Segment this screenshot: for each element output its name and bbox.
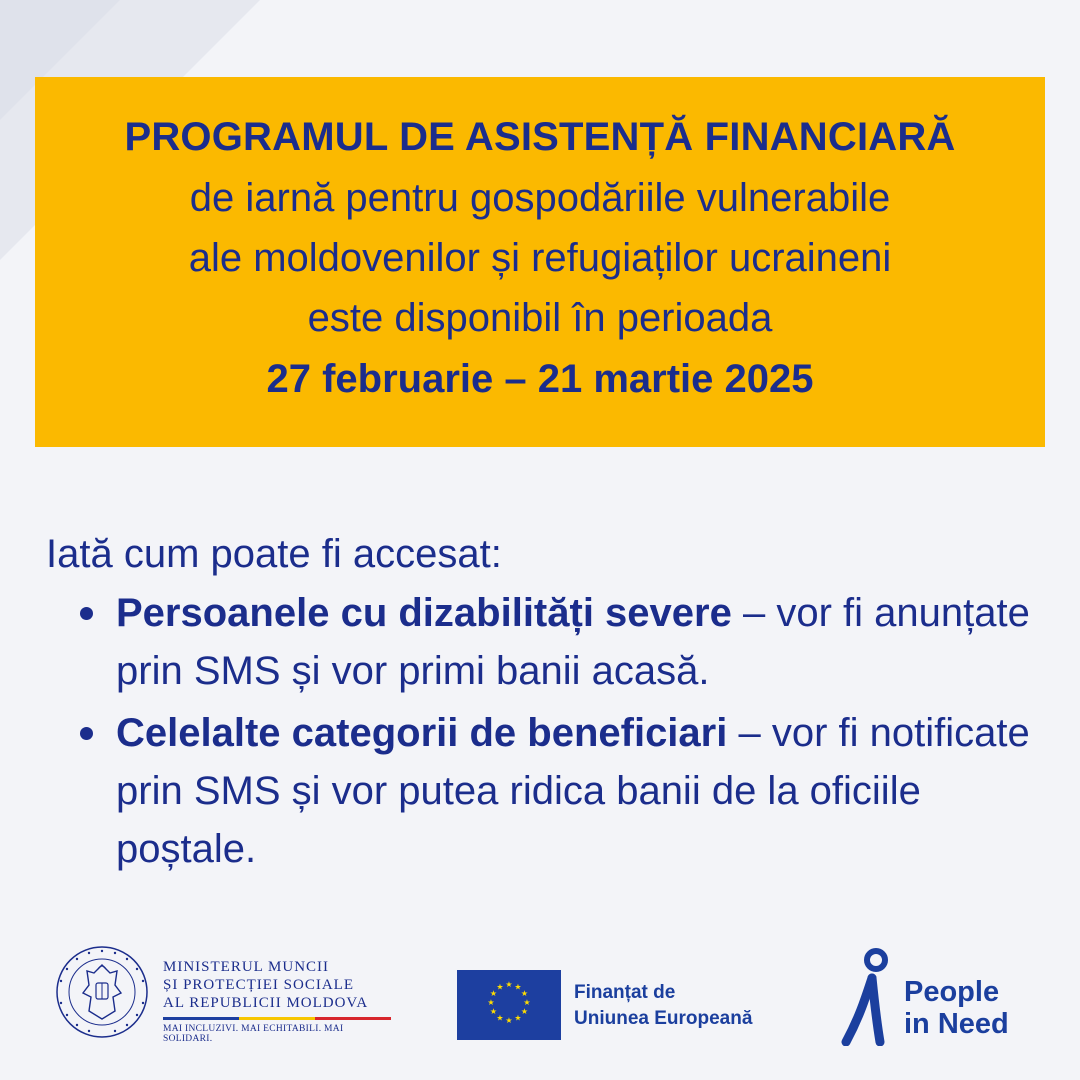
pin-line-1: People xyxy=(904,976,1000,1008)
people-in-need-logo-icon xyxy=(836,946,896,1046)
banner-line-3: este disponibil în perioada xyxy=(307,295,773,340)
pin-line-2: in Need xyxy=(904,1008,1009,1040)
eu-line-1: Finanțat de xyxy=(574,982,676,1003)
svg-text:★: ★ xyxy=(520,989,529,998)
svg-text:★: ★ xyxy=(487,998,495,1007)
list-item-text: – vor fi anunțate prin SMS și vor primi banii acasă. xyxy=(116,591,1030,693)
list-item-bold: Celelalte categorii de beneficiari xyxy=(116,711,728,755)
banner-line-1: de iarnă pentru gospodăriile vulnerabile xyxy=(189,175,891,220)
banner-dates: 27 februarie – 21 martie 2025 xyxy=(266,356,814,401)
ministry-line-2: ȘI PROTECȚIEI SOCIALE xyxy=(163,977,354,993)
ministry-tricolor-rule xyxy=(163,1017,391,1020)
ministry-line-3: AL REPUBLICII MOLDOVA xyxy=(163,995,369,1011)
svg-text:★: ★ xyxy=(496,982,504,992)
banner-line-2: ale moldovenilor și refugiaților ucraineni xyxy=(188,235,892,280)
ministry-line-1: MINISTERUL MUNCII xyxy=(163,959,330,975)
list-item-text: – vor fi notificate prin SMS și vor putea ridica banii de la oficiile poștale. xyxy=(116,711,1030,871)
announcement-banner xyxy=(35,77,1045,447)
svg-text:★: ★ xyxy=(514,982,522,992)
banner-title: PROGRAMUL DE ASISTENȚĂ FINANCIARĂ xyxy=(124,114,956,159)
people-in-need-text xyxy=(904,976,1009,1040)
svg-text:★: ★ xyxy=(496,1013,504,1023)
footer-logos xyxy=(0,940,1080,1060)
access-instructions xyxy=(46,528,1046,882)
list-item-bold: Persoanele cu dizabilități severe xyxy=(116,591,732,635)
ministry-motto: MAI INCLUZIVI. MAI ECHITABILI. MAI SOLIDARI. xyxy=(163,1024,344,1044)
bullet-icon xyxy=(80,727,93,740)
svg-text:★: ★ xyxy=(489,989,498,998)
svg-text:★: ★ xyxy=(520,1007,529,1016)
svg-text:★: ★ xyxy=(505,1016,513,1025)
instructions-list xyxy=(46,584,1046,878)
ministry-logo xyxy=(163,958,393,1044)
list-item xyxy=(116,584,1046,700)
eu-funding-text xyxy=(574,980,752,1032)
moldova-coat-of-arms-icon xyxy=(55,945,149,1039)
svg-text:★: ★ xyxy=(514,1013,522,1023)
svg-text:★: ★ xyxy=(505,980,513,989)
svg-text:★: ★ xyxy=(523,998,531,1007)
instructions-intro: Iată cum poate fi accesat: xyxy=(46,532,502,576)
eu-flag-icon xyxy=(457,970,561,1040)
eu-line-2: Uniunea Europeană xyxy=(574,1008,753,1029)
svg-text:★: ★ xyxy=(489,1007,498,1016)
bullet-icon xyxy=(80,607,93,620)
list-item xyxy=(116,704,1046,878)
